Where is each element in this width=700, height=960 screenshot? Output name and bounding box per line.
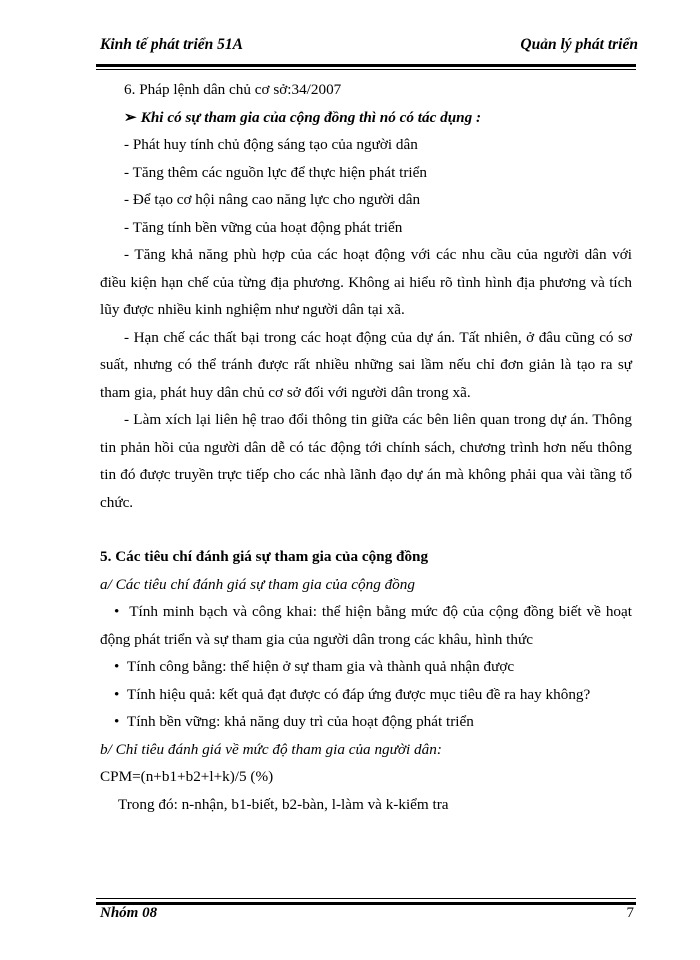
item-6: 6. Pháp lệnh dân chủ cơ sở:34/2007	[124, 81, 342, 98]
bullet-item	[100, 653, 632, 681]
page-body	[100, 76, 632, 818]
arrow-icon: ➢	[124, 108, 137, 126]
bullet-item	[100, 681, 632, 709]
effect-item: - Để tạo cơ hội nâng cao năng lực cho người dân	[124, 191, 421, 208]
subsection-a: a/ Các tiêu chí đánh giá sự tham gia của cộng đồng	[100, 575, 415, 593]
section-5-heading: 5. Các tiêu chí đánh giá sự tham gia của cộng đồng	[100, 548, 429, 565]
formula-legend: Trong đó: n-nhận, b1-biết, b2-bàn, l-làm và k-kiểm tra	[118, 795, 449, 813]
effect-item: - Tăng tính bền vững của hoạt động phát triển	[124, 218, 403, 236]
header-rule	[96, 64, 636, 70]
bullet-item	[100, 598, 632, 653]
page-number: 7	[626, 905, 634, 921]
subheading-text: Khi có sự tham gia của cộng đồng thì nó có tác dụng :	[140, 108, 482, 126]
bullet-text: Tính hiệu quả: kết quả đạt được có đáp ứng được mục tiêu đề ra hay không?	[126, 685, 591, 703]
bullet-icon: •	[114, 603, 130, 620]
bullet-item	[100, 708, 632, 736]
paragraph-1: - Tăng khả năng phù hợp của các hoạt động với các nhu cầu của người dân với điều kiện hạn chế của từng địa phương. Không ai hiểu rõ tình hình địa phương và tích lũy được nhiều kinh nghiệm như người dân tại xã.	[100, 246, 632, 318]
footer-left: Nhóm 08	[100, 905, 158, 921]
paragraph-3: - Làm xích lại liên hệ trao đổi thông tin giữa các bên liên quan trong dự án. Thông tin phản hồi của người dân dễ có tác động tới chính sách, chương trình hơn nếu thông tin đó được truyền trực tiếp cho các nhà lãnh đạo dự án mà không phải qua vài tầng tổ chức.	[100, 411, 632, 511]
header-left: Kinh tế phát triển 51A	[100, 36, 243, 53]
bullet-text: Tính công bằng: thể hiện ở sự tham gia và thành quả nhận được	[126, 658, 515, 675]
bullet-icon: •	[114, 658, 127, 675]
effect-item: - Tăng thêm các nguồn lực để thực hiện phát triển	[124, 163, 427, 181]
header-right: Quản lý phát triển	[520, 36, 638, 53]
paragraph-2: - Hạn chế các thất bại trong các hoạt động của dự án. Tất nhiên, ở đâu cũng có sơ suất, nhưng có thể tránh được rất nhiều những sai lầm nếu chỉ đơn giản là tạo ra sự tham gia, phát huy dân chủ cơ sở đối với người dân trong xã.	[100, 328, 632, 401]
bullet-icon: •	[114, 685, 127, 703]
bullet-icon: •	[114, 713, 127, 730]
bullet-text: Tính minh bạch và công khai: thể hiện bằng mức độ của cộng đồng biết về hoạt động phát triển và sự tham gia của người dân trong các khâu, hình thức	[100, 603, 632, 648]
effect-item: - Phát huy tính chủ động sáng tạo của người dân	[124, 136, 418, 153]
bullet-text: Tính bền vững: khả năng duy trì của hoạt động phát triển	[126, 713, 474, 730]
footer-rule-thin	[96, 898, 636, 899]
formula: CPM=(n+b1+b2+l+k)/5 (%)	[100, 768, 274, 785]
footer-rule-thick	[96, 902, 636, 905]
subheading	[100, 104, 632, 132]
subsection-b: b/ Chỉ tiêu đánh giá về mức độ tham gia của người dân:	[100, 740, 442, 758]
